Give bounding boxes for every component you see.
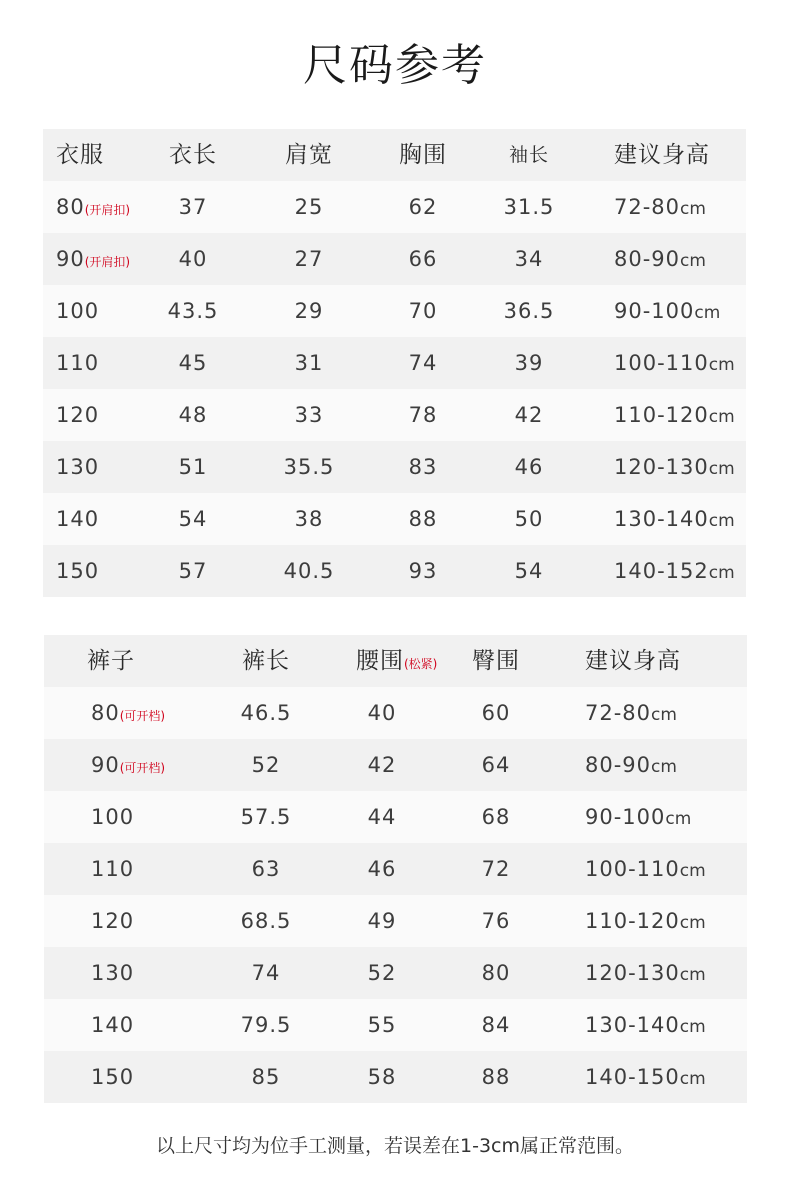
measurement-cell: 48: [178, 403, 208, 427]
measurement-cell: 52: [367, 961, 397, 985]
table-row: [44, 687, 747, 739]
height-cell: [614, 441, 735, 493]
measurement-cell: 93: [408, 559, 438, 583]
table-row: [44, 791, 747, 843]
height-unit: cm: [680, 251, 706, 271]
size-label: 150: [56, 559, 100, 583]
height-range: 130-140: [585, 1013, 680, 1037]
header-height: 建议身高: [585, 648, 681, 674]
header-waist: [356, 635, 437, 687]
height-unit: cm: [708, 459, 735, 479]
size-label: 140: [56, 507, 100, 531]
header-length: 裤长: [242, 648, 290, 674]
height-cell: [614, 181, 706, 233]
size-label: 110: [91, 857, 135, 881]
measurement-cell: 33: [294, 403, 324, 427]
header-category: 衣服: [56, 142, 104, 168]
measurement-cell: 40: [367, 701, 397, 725]
height-cell: [585, 687, 677, 739]
measurement-cell: 66: [408, 247, 438, 271]
measurement-cell: 74: [408, 351, 438, 375]
height-unit: cm: [708, 407, 735, 427]
height-unit: cm: [679, 1069, 706, 1089]
top-size-table: [43, 129, 746, 597]
height-unit: cm: [679, 1017, 706, 1037]
height-range: 140-150: [585, 1065, 680, 1089]
size-label: 100: [91, 805, 135, 829]
height-range: 80-90: [585, 753, 652, 777]
header-shoulder: 肩宽: [285, 142, 333, 168]
height-unit: cm: [665, 809, 692, 829]
measurement-cell: 35.5: [283, 455, 335, 479]
measurement-cell: 74: [251, 961, 281, 985]
page-title: 尺码参考: [303, 40, 487, 91]
height-cell: [614, 545, 735, 597]
measurement-cell: 54: [178, 507, 208, 531]
size-cell: [91, 1051, 134, 1103]
measurement-cell: 85: [251, 1065, 281, 1089]
table-row: [43, 441, 746, 493]
size-label: 100: [56, 299, 100, 323]
size-cell: [91, 739, 165, 791]
header-height: 建议身高: [614, 142, 710, 168]
height-cell: [585, 739, 677, 791]
measurement-cell: 43.5: [167, 299, 219, 323]
table-row: [44, 895, 747, 947]
measurement-cell: 39: [514, 351, 544, 375]
table-row: [44, 843, 747, 895]
measurement-cell: 72: [481, 857, 511, 881]
height-unit: cm: [694, 303, 721, 323]
size-label: 140: [91, 1013, 135, 1037]
table-row: [43, 493, 746, 545]
height-range: 80-90: [614, 247, 681, 271]
measurement-cell: 68.5: [240, 909, 292, 933]
size-label: 110: [56, 351, 100, 375]
measurement-cell: 88: [481, 1065, 511, 1089]
size-label: 130: [91, 961, 135, 985]
measurement-cell: 40.5: [283, 559, 335, 583]
measurement-cell: 29: [294, 299, 324, 323]
measurement-cell: 55: [367, 1013, 397, 1037]
height-unit: cm: [679, 861, 706, 881]
size-cell: [91, 687, 165, 739]
size-label: 120: [56, 403, 100, 427]
size-cell: [91, 895, 134, 947]
height-unit: cm: [708, 355, 735, 375]
height-cell: [585, 843, 706, 895]
measurement-cell: 64: [481, 753, 511, 777]
height-range: 90-100: [585, 805, 666, 829]
size-note: (可开档): [119, 761, 166, 775]
height-range: 100-110: [585, 857, 680, 881]
measurement-cell: 88: [408, 507, 438, 531]
measurement-cell: 83: [408, 455, 438, 479]
measurement-cell: 79.5: [240, 1013, 292, 1037]
size-cell: [91, 791, 134, 843]
size-label: 80: [91, 701, 120, 725]
height-unit: cm: [651, 757, 677, 777]
size-label: 130: [56, 455, 100, 479]
size-cell: [56, 181, 130, 233]
measurement-cell: 45: [178, 351, 208, 375]
height-range: 110-120: [585, 909, 680, 933]
measurement-cell: 76: [481, 909, 511, 933]
measurement-cell: 37: [178, 195, 208, 219]
table-row: [43, 389, 746, 441]
top-table-header: [43, 129, 746, 181]
measurement-cell: 34: [514, 247, 544, 271]
size-cell: [56, 233, 130, 285]
size-cell: [56, 389, 99, 441]
measurement-cell: 52: [251, 753, 281, 777]
height-unit: cm: [679, 965, 706, 985]
measurement-cell: 46.5: [240, 701, 292, 725]
measurement-cell: 42: [514, 403, 544, 427]
measurement-cell: 62: [408, 195, 438, 219]
pants-size-table: [44, 635, 747, 1103]
height-unit: cm: [651, 705, 677, 725]
size-cell: [56, 493, 99, 545]
height-unit: cm: [679, 913, 706, 933]
measurement-cell: 31.5: [503, 195, 555, 219]
height-range: 130-140: [614, 507, 709, 531]
header-length: 衣长: [169, 142, 217, 168]
size-cell: [56, 337, 99, 389]
measurement-cell: 50: [514, 507, 544, 531]
table-row: [44, 739, 747, 791]
measurement-cell: 40: [178, 247, 208, 271]
measurement-cell: 84: [481, 1013, 511, 1037]
size-label: 90: [56, 247, 85, 271]
height-range: 100-110: [614, 351, 709, 375]
footer-note: 以上尺寸均为位手工测量，若误差在1-3cm属正常范围。: [156, 1135, 634, 1157]
size-label: 90: [91, 753, 120, 777]
size-note: (可开档): [119, 709, 166, 723]
size-cell: [91, 947, 134, 999]
size-cell: [56, 545, 99, 597]
header-category: 裤子: [87, 648, 135, 674]
measurement-cell: 25: [294, 195, 324, 219]
table-row: [44, 1051, 747, 1103]
header-chest: 胸围: [399, 142, 447, 168]
size-cell: [56, 285, 99, 337]
header-waist-note: (松紧): [404, 657, 438, 671]
header-hip: 臀围: [472, 648, 520, 674]
size-label: 120: [91, 909, 135, 933]
size-cell: [91, 843, 134, 895]
measurement-cell: 36.5: [503, 299, 555, 323]
measurement-cell: 68: [481, 805, 511, 829]
height-range: 110-120: [614, 403, 709, 427]
height-cell: [585, 999, 706, 1051]
height-range: 72-80: [585, 701, 652, 725]
height-unit: cm: [708, 511, 735, 531]
measurement-cell: 63: [251, 857, 281, 881]
height-range: 72-80: [614, 195, 681, 219]
measurement-cell: 80: [481, 961, 511, 985]
measurement-cell: 58: [367, 1065, 397, 1089]
height-cell: [585, 1051, 706, 1103]
table-row: [43, 233, 746, 285]
measurement-cell: 46: [367, 857, 397, 881]
size-note: (开肩扣): [84, 203, 131, 217]
size-cell: [56, 441, 99, 493]
table-row: [44, 999, 747, 1051]
measurement-cell: 44: [367, 805, 397, 829]
pants-table-header: [44, 635, 747, 687]
height-cell: [585, 947, 706, 999]
measurement-cell: 31: [294, 351, 324, 375]
height-cell: [614, 389, 735, 441]
table-row: [43, 285, 746, 337]
height-range: 140-152: [614, 559, 709, 583]
size-cell: [91, 999, 134, 1051]
table-row: [43, 337, 746, 389]
size-label: 80: [56, 195, 85, 219]
measurement-cell: 78: [408, 403, 438, 427]
measurement-cell: 57.5: [240, 805, 292, 829]
table-row: [44, 947, 747, 999]
measurement-cell: 46: [514, 455, 544, 479]
height-range: 90-100: [614, 299, 695, 323]
table-row: [43, 545, 746, 597]
measurement-cell: 49: [367, 909, 397, 933]
height-cell: [585, 791, 691, 843]
measurement-cell: 51: [178, 455, 208, 479]
height-unit: cm: [708, 563, 735, 583]
height-cell: [585, 895, 706, 947]
measurement-cell: 27: [294, 247, 324, 271]
height-unit: cm: [680, 199, 706, 219]
height-range: 120-130: [614, 455, 709, 479]
height-cell: [614, 493, 735, 545]
header-sleeve: 袖长: [508, 144, 550, 166]
measurement-cell: 60: [481, 701, 511, 725]
size-note: (开肩扣): [84, 255, 131, 269]
height-range: 120-130: [585, 961, 680, 985]
measurement-cell: 38: [294, 507, 324, 531]
height-cell: [614, 233, 706, 285]
height-cell: [614, 285, 720, 337]
measurement-cell: 70: [408, 299, 438, 323]
measurement-cell: 54: [514, 559, 544, 583]
measurement-cell: 42: [367, 753, 397, 777]
size-label: 150: [91, 1065, 135, 1089]
table-row: [43, 181, 746, 233]
measurement-cell: 57: [178, 559, 208, 583]
height-cell: [614, 337, 735, 389]
header-waist-label: 腰围: [356, 648, 404, 674]
